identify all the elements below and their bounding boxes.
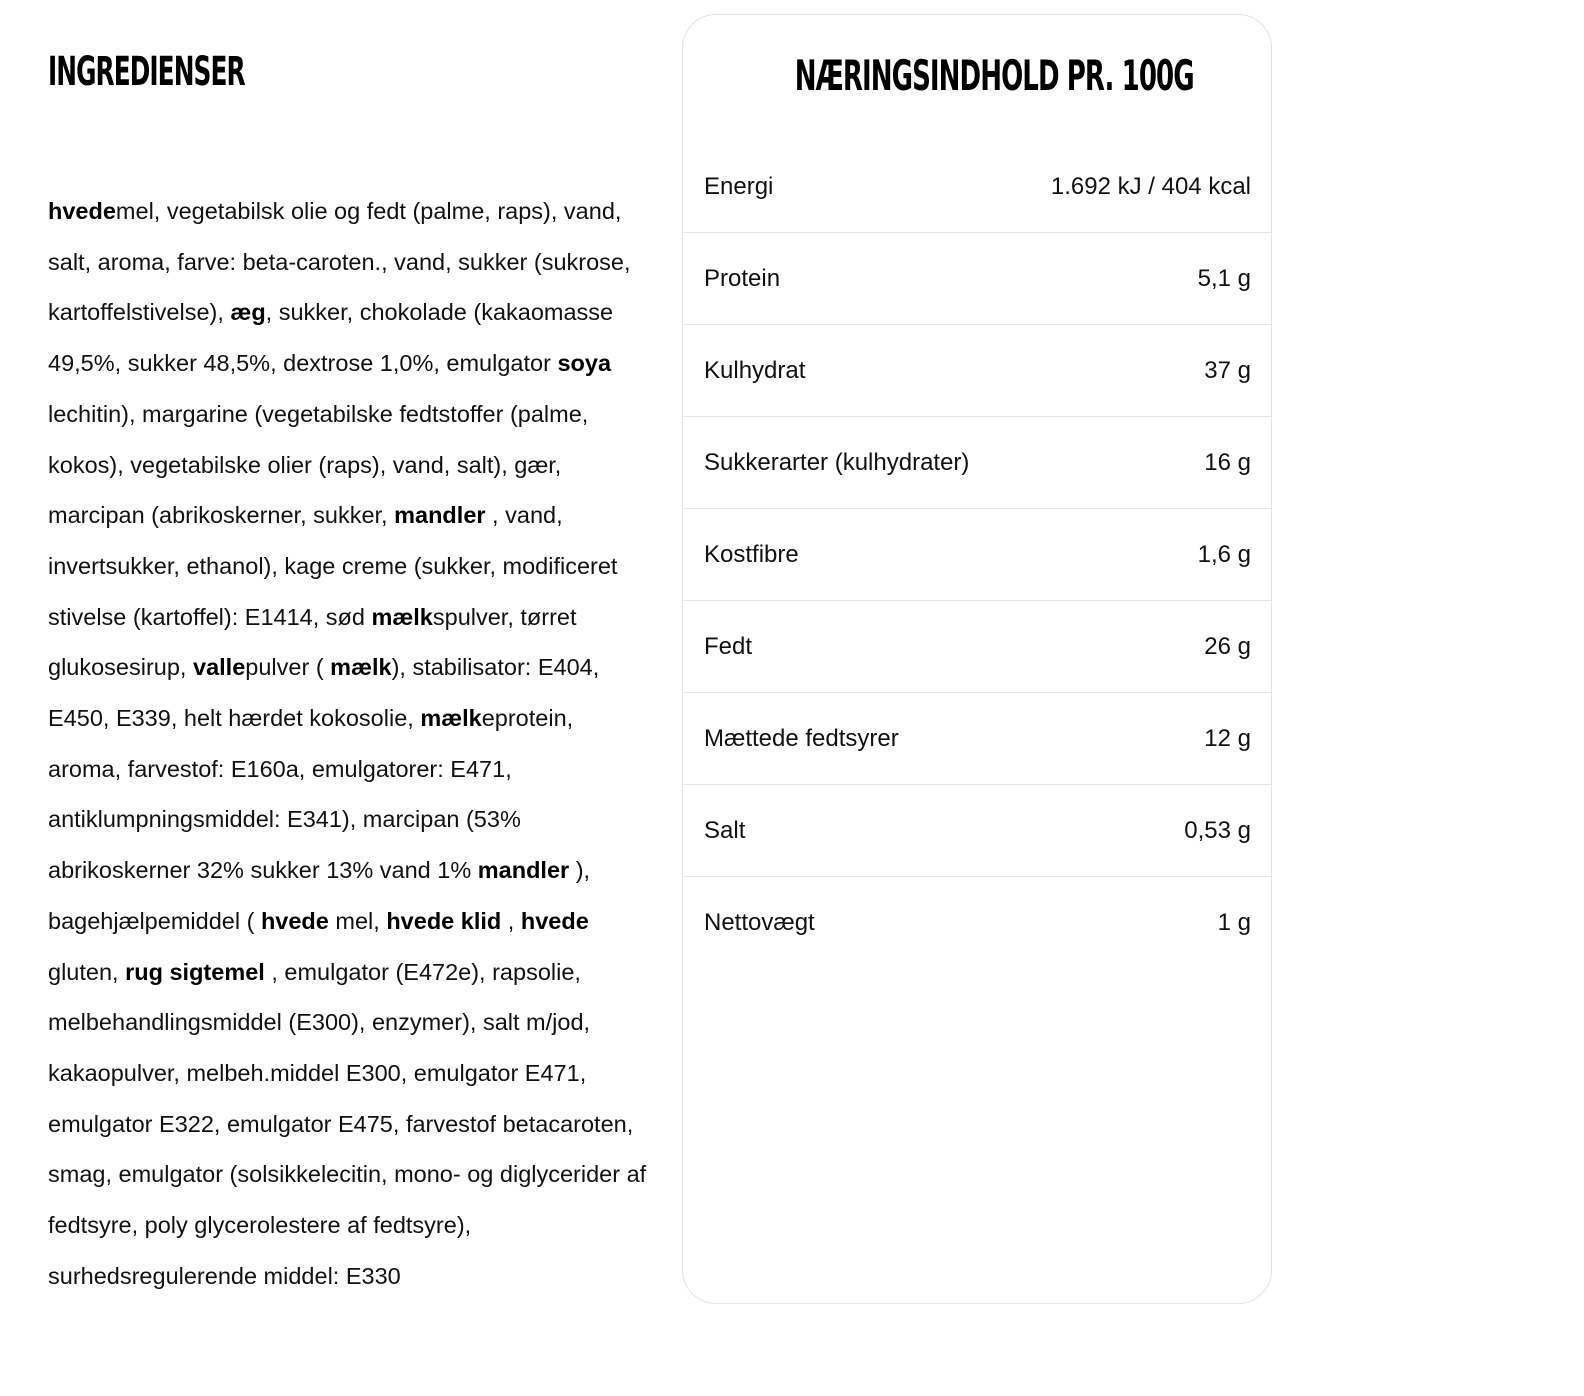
- allergen-highlight: hvede: [520, 907, 589, 934]
- allergen-highlight: valle: [193, 654, 246, 681]
- nutrition-value: 26 g: [1204, 632, 1251, 660]
- allergen-highlight: hvede klid: [386, 907, 502, 934]
- ingredient-text: mel, vegetabilsk olie og fedt (palme, raps), vand, salt, aroma, farve: beta-caroten., vand, sukker (sukrose, kartoffelstivelse),: [48, 198, 631, 326]
- ingredients-paragraph: [48, 186, 648, 1301]
- nutrition-title: NÆRINGSINDHOLD PR. 100G: [794, 51, 1194, 100]
- ingredient-text: lechitin), margarine (vegetabilske fedtstoffer (palme, kokos), vegetabilske olier (raps), vand, salt), gær, marcipan (abrikoskerner, sukker,: [48, 400, 589, 529]
- allergen-highlight: mælk: [371, 603, 433, 630]
- ingredients-section: [48, 48, 648, 1301]
- ingredient-text: gluten,: [48, 958, 126, 985]
- nutrition-value: 0,53 g: [1184, 816, 1251, 844]
- nutrition-label: Mættede fedtsyrer: [704, 724, 899, 752]
- nutrition-row: [683, 141, 1271, 233]
- ingredient-text: ), bagehjælpemiddel (: [48, 857, 591, 934]
- nutrition-value: 1,6 g: [1197, 540, 1251, 568]
- nutrition-row: [683, 693, 1271, 785]
- ingredient-text: , emulgator (E472e), rapsolie, melbehandlingsmiddel (E300), enzymer), salt m/jod, kakaopulver, melbeh.middel E300, emulgator E471, emulgator E322, emulgator E475, farvestof betacaroten, smag, emulgator (solsikkelecitin, mono- og diglycerider af fedtsyre, poly glycerolestere af fedtsyre), surhedsregulerende middel: E330: [48, 958, 647, 1289]
- nutrition-value: 12 g: [1204, 724, 1251, 752]
- nutrition-label: Energi: [704, 172, 774, 200]
- ingredient-text: mel,: [328, 907, 387, 934]
- nutrition-row: [683, 509, 1271, 601]
- nutrition-label: Protein: [704, 264, 781, 292]
- ingredient-text: , vand, invertsukker, ethanol), kage creme (sukker, modificeret stivelse (kartoffel): E1414, sød: [48, 502, 618, 630]
- allergen-highlight: rug sigtemel: [125, 958, 265, 985]
- nutrition-label: Salt: [704, 816, 746, 844]
- ingredients-text: [48, 186, 648, 1301]
- ingredients-heading: INGREDIENSER: [48, 49, 245, 95]
- nutrition-card: [682, 14, 1272, 1304]
- nutrition-label: Kulhydrat: [704, 356, 806, 384]
- nutrition-value: 16 g: [1204, 448, 1251, 476]
- allergen-highlight: hvede: [48, 198, 116, 224]
- nutrition-label: Sukkerarter (kulhydrater): [704, 448, 970, 476]
- nutrition-label: Kostfibre: [704, 540, 799, 568]
- nutrition-row: [683, 233, 1271, 325]
- ingredient-text: ,: [501, 907, 521, 934]
- nutrition-value: 5,1 g: [1197, 264, 1251, 292]
- ingredient-text: , sukker, chokolade (kakaomasse 49,5%, sukker 48,5%, dextrose 1,0%, emulgator: [48, 299, 614, 377]
- nutrition-value: 1.692 kJ / 404 kcal: [1050, 172, 1251, 200]
- ingredient-text: spulver, tørret glukosesirup,: [48, 603, 577, 681]
- allergen-highlight: hvede: [260, 907, 329, 934]
- nutrition-label: Fedt: [704, 632, 753, 660]
- nutrition-table: [683, 141, 1271, 969]
- allergen-highlight: soya: [557, 350, 612, 377]
- nutrition-row: [683, 877, 1271, 969]
- nutrition-label: Nettovægt: [704, 909, 815, 936]
- ingredient-text: eprotein, aroma, farvestof: E160a, emulgatorer: E471, antiklumpningsmiddel: E341), marcipan (53% abrikoskerner 32% sukker 13% vand 1%: [48, 705, 574, 884]
- allergen-highlight: mandler: [477, 857, 570, 884]
- nutrition-row: [683, 325, 1271, 417]
- ingredient-text: pulver (: [245, 654, 331, 681]
- nutrition-value: 1 g: [1217, 909, 1251, 936]
- ingredient-text: ), stabilisator: E404, E450, E339, helt hærdet kokosolie,: [48, 654, 600, 732]
- nutrition-value: 37 g: [1204, 356, 1251, 384]
- allergen-highlight: æg: [230, 299, 266, 326]
- nutrition-row: [683, 417, 1271, 509]
- nutrition-row: [683, 785, 1271, 877]
- allergen-highlight: mælk: [330, 654, 392, 681]
- allergen-highlight: mandler: [394, 502, 486, 529]
- allergen-highlight: mælk: [420, 705, 482, 732]
- nutrition-row: [683, 601, 1271, 693]
